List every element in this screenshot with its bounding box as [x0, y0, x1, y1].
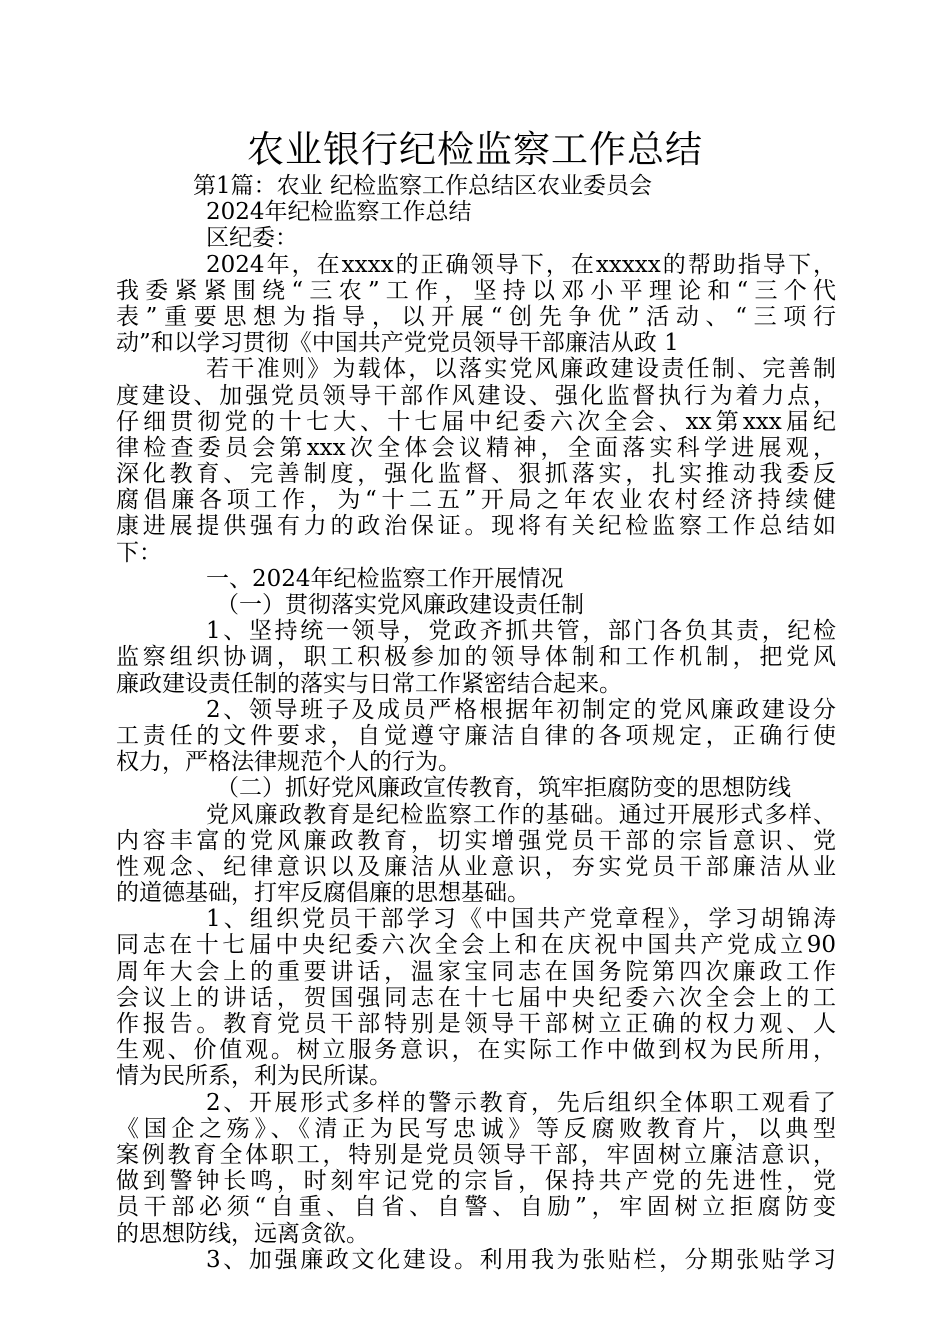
text-line: 3、加强廉政文化建设。利用我为张贴栏，分期张贴学习 — [206, 1246, 836, 1273]
text-line: 2、开展形式多样的警示教育，先后组织全体职工观看了 — [206, 1089, 836, 1116]
text-line: （二）抓好党风廉政宣传教育，筑牢拒腐防变的思想防线 — [216, 775, 791, 802]
text-line: 度建设、加强党员领导干部作风建设、强化监督执行为着力点， — [116, 382, 836, 409]
text-line: （一）贯彻落实党风廉政建设责任制 — [216, 592, 584, 618]
text-line: 同志在十七届中央纪委六次全会上和在庆祝中国共产党成立90 — [116, 932, 836, 959]
text-line: 腐倡廉各项工作，为“十二五”开局之年农业农村经济持续健 — [116, 487, 836, 514]
text-line: 2024年纪检监察工作总结 — [206, 199, 472, 226]
text-line: 第1篇：农业 纪检监察工作总结区农业委员会 — [193, 173, 652, 199]
text-line: 1、组织党员干部学习《中国共产党章程》，学习胡锦涛 — [206, 906, 836, 933]
text-line: 的道德基础，打牢反腐倡廉的思想基础。 — [116, 880, 530, 907]
text-line: 深化教育、完善制度，强化监督、狠抓落实，扎实推动我委反 — [116, 461, 836, 488]
text-line: 表”重要思想为指导，以开展“创先争优”活动、“三项行 — [116, 303, 836, 330]
text-line: 若干准则》为载体，以落实党风廉政建设责任制、完善制 — [206, 356, 836, 383]
text-line: 案例教育全体职工，特别是党员领导干部，牢固树立廉洁意识， — [116, 1141, 836, 1168]
text-line: 作报告。教育党员干部特别是领导干部树立正确的权力观、人 — [116, 1011, 836, 1037]
text-line: 区纪委： — [206, 225, 298, 252]
text-line: 仔细贯彻党的十七大、十七届中纪委六次全会、xx第xxx届纪 — [116, 408, 836, 435]
text-line: 周年大会上的重要讲话，温家宝同志在国务院第四次廉政工作 — [116, 958, 836, 985]
text-line: 内容丰富的党风廉政教育，切实增强党员干部的宗旨意识、党 — [116, 827, 836, 854]
text-line: 的思想防线，远离贪欲。 — [116, 1220, 369, 1247]
text-line: 2、领导班子及成员严格根据年初制定的党风廉政建设分 — [206, 696, 836, 723]
text-line: 下： — [116, 539, 162, 566]
text-line: 我委紧紧围绕“三农”工作，坚持以邓小平理论和“三个代 — [116, 277, 836, 304]
text-line: 性观念、纪律意识以及廉洁从业意识，夯实党员干部廉洁从业 — [116, 853, 836, 880]
text-line: 康进展提供强有力的政治保证。现将有关纪检监察工作总结如 — [116, 513, 836, 540]
document-title: 农业银行纪检监察工作总结 — [247, 128, 703, 171]
text-line: 2024年，在xxxx的正确领导下，在xxxxx的帮助指导下， — [206, 251, 836, 278]
text-line: 情为民所系，利为民所谋。 — [116, 1063, 392, 1090]
text-line: 党风廉政教育是纪检监察工作的基础。通过开展形式多样、 — [206, 801, 836, 828]
text-line: 廉政建设责任制的落实与日常工作紧密结合起来。 — [116, 670, 622, 697]
text-line: 1、坚持统一领导，党政齐抓共管，部门各负其责，纪检 — [206, 618, 836, 645]
text-line: 工责任的文件要求，自觉遵守廉洁自律的各项规定，正确行使 — [116, 722, 836, 749]
text-line: 动”和以学习贯彻《中国共产党党员领导干部廉洁从政 1 — [116, 330, 679, 357]
text-line: 监察组织协调，职工积极参加的领导体制和工作机制，把党风 — [116, 644, 836, 671]
text-line: 生观、价值观。树立服务意识，在实际工作中做到权为民所用， — [116, 1037, 836, 1064]
text-line: 律检查委员会第xxx次全体会议精神，全面落实科学进展观， — [116, 434, 836, 461]
text-line: 《国企之殇》、《清正为民写忠诚》等反腐败教育片，以典型 — [116, 1115, 836, 1142]
text-line: 权力，严格法律规范个人的行为。 — [116, 749, 461, 776]
text-line: 员干部必须“自重、自省、自警、自励”，牢固树立拒腐防变 — [116, 1194, 836, 1221]
text-line: 做到警钟长鸣，时刻牢记党的宗旨，保持共产党的先进性，党 — [116, 1168, 836, 1195]
document-body — [116, 173, 836, 1273]
text-line: 会议上的讲话，贺国强同志在十七届中央纪委六次全会上的工 — [116, 984, 836, 1011]
text-line: 一、2024年纪检监察工作开展情况 — [206, 565, 564, 592]
